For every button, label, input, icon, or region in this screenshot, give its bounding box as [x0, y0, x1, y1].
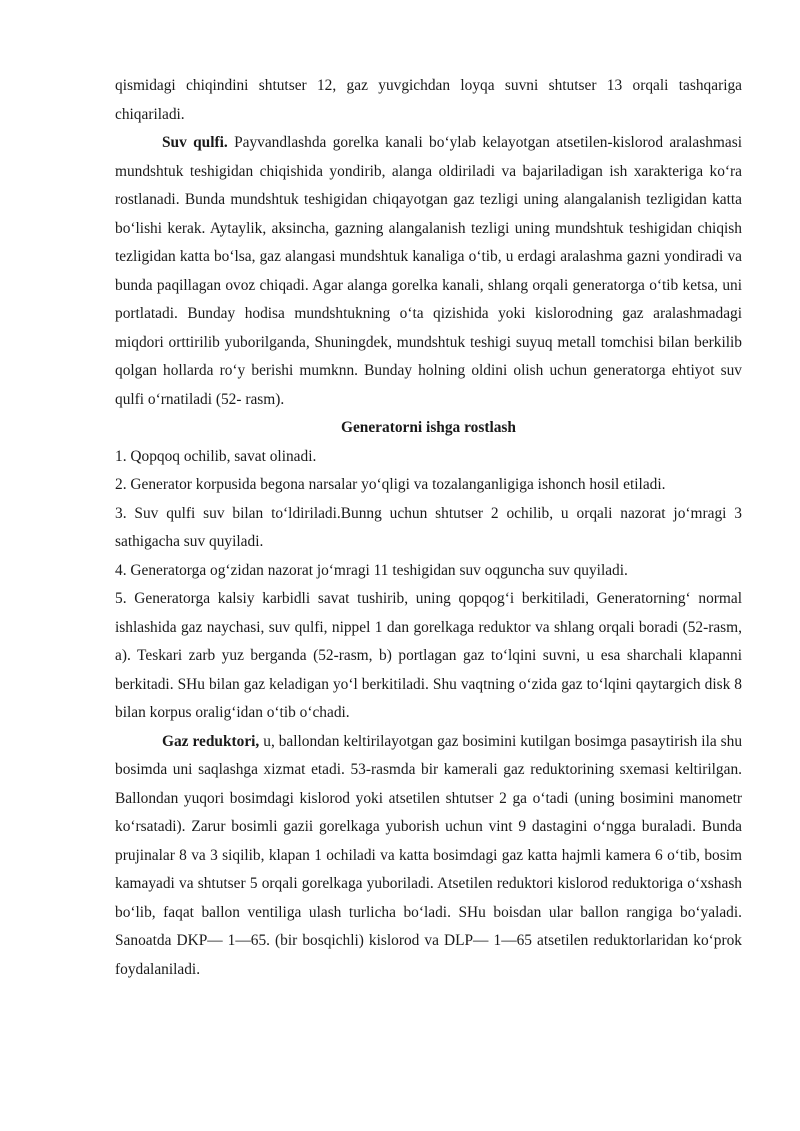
list-item-2: 2. Generator korpusida begona narsalar yo‘qligi va tozalanganligiga ishonch hosil etiladi.: [115, 476, 666, 493]
list-item-3: 3. Suv qulfi suv bilan to‘ldiriladi.Bunng uchun shtutser 2 ochilib, u orqali nazorat jo‘mragi 3 sathigacha suv quyiladi.: [115, 504, 742, 550]
list-item-1: 1. Qopqoq ochilib, savat olinadi.: [115, 447, 317, 465]
paragraph-intro: qismidagi chiqindini shtutser 12, gaz yuvgichdan loyqa suvni shtutser 13 orqali tashqariga chiqariladi.: [115, 77, 742, 123]
paragraph-gas-reducer: [115, 728, 742, 985]
gas-reducer-term: Gaz reduktori,: [162, 732, 260, 750]
list-item-4: 4. Generatorga og‘zidan nazorat jo‘mragi 11 teshigidan suv oqguncha suv quyiladi.: [115, 561, 628, 579]
water-lock-term: Suv qulfi.: [162, 134, 228, 151]
section-heading: Generatorni ishga rostlash: [340, 419, 516, 436]
document-page: [115, 72, 742, 984]
list-item-5: 5. Generatorga kalsiy karbidli savat tushirib, uning qopqog‘i berkitiladi, Generatorning‘ normal ishlashida gaz naychasi, suv qulfi, nippel 1 dan gorelkaga reduktor va shlang orqali boradi (52-rasm, a). Teskari zarb yuz berganda (52-rasm, b) portlagan gaz to‘lqini suvni, u esa sharchali klapanni berkitadi. SHu bilan gaz keladigan yo‘l berkitiladi. Shu vaqtning o‘zida gaz to‘lqini qaytargich disk 8 bilan korpus oralig‘idan o‘tib o‘chadi.: [115, 590, 742, 721]
water-lock-text: Payvandlashda gorelka kanali bo‘ylab kelayotgan atsetilen-kislorod aralashmasi mundshtuk teshigidan chiqishida yondirib, alanga oldiriladi va bajariladigan ish xarakteriga ko‘ra rostlanadi. Bunda mundshtuk teshigidan chiqayotgan gaz tezligi uning alangalanish tezligidan katta bo‘lishi kerak. Aytaylik, aksincha, gazning alangalanish tezligi uning mundshtuk teshigidan chiqish tezligidan katta bo‘lsa, gaz alangasi mundshtuk kanaliga o‘tib, u erdagi aralashma gazni yondiradi va bunda paqillagan ovoz chiqadi. Agar alanga gorelka kanali, shlang orqali generatorga o‘tib ketsa, uni portlatadi. Bunday hodisa mundshtukning o‘ta qizishida yoki kislorodning gaz aralashmadagi miqdori orttirilib yuborilganda, Shuningdek, mundshtuk teshigi suyuq metall tomchisi bilan berkilib qolgan hollarda ro‘y berishi mumknn. Bunday holning oldini olish uchun generatorga ehtiyot suv qulfi o‘rnatiladi (52- rasm).: [115, 134, 742, 408]
gas-reducer-text: u, ballondan keltirilayotgan gaz bosimini kutilgan bosimga pasaytirish ila shu bosimda uni saqlashga xizmat etadi. 53-rasmda bir kamerali gaz reduktorining sxemasi keltirilgan. Ballondan yuqori bosimdagi kislorod yoki atsetilen shtutser 2 ga o‘tadi (uning bosimini manometr ko‘rsatadi). Zarur bosimli gazii gorelkaga yuborish uchun vint 9 dastagini o‘ngga buraladi. Bunda prujinalar 8 va 3 siqilib, klapan 1 ochiladi va katta bosimdagi gaz katta hajmli kamera 6 o‘tib, bosim kamayadi va shtutser 5 orqali gorelkaga yuboriladi. Atsetilen reduktori kislorod reduktoriga o‘xshash bo‘lib, faqat ballon ventiliga ulash turlicha bo‘ladi. SHu boisdan ular ballon rangiga bo‘yaladi. Sanoatda DKP— 1—65. (bir bosqichli) kislorod va DLP— 1—65 atsetilen reduktorlaridan ko‘prok foydalaniladi.: [115, 732, 743, 978]
paragraph-water-lock: [115, 129, 742, 414]
